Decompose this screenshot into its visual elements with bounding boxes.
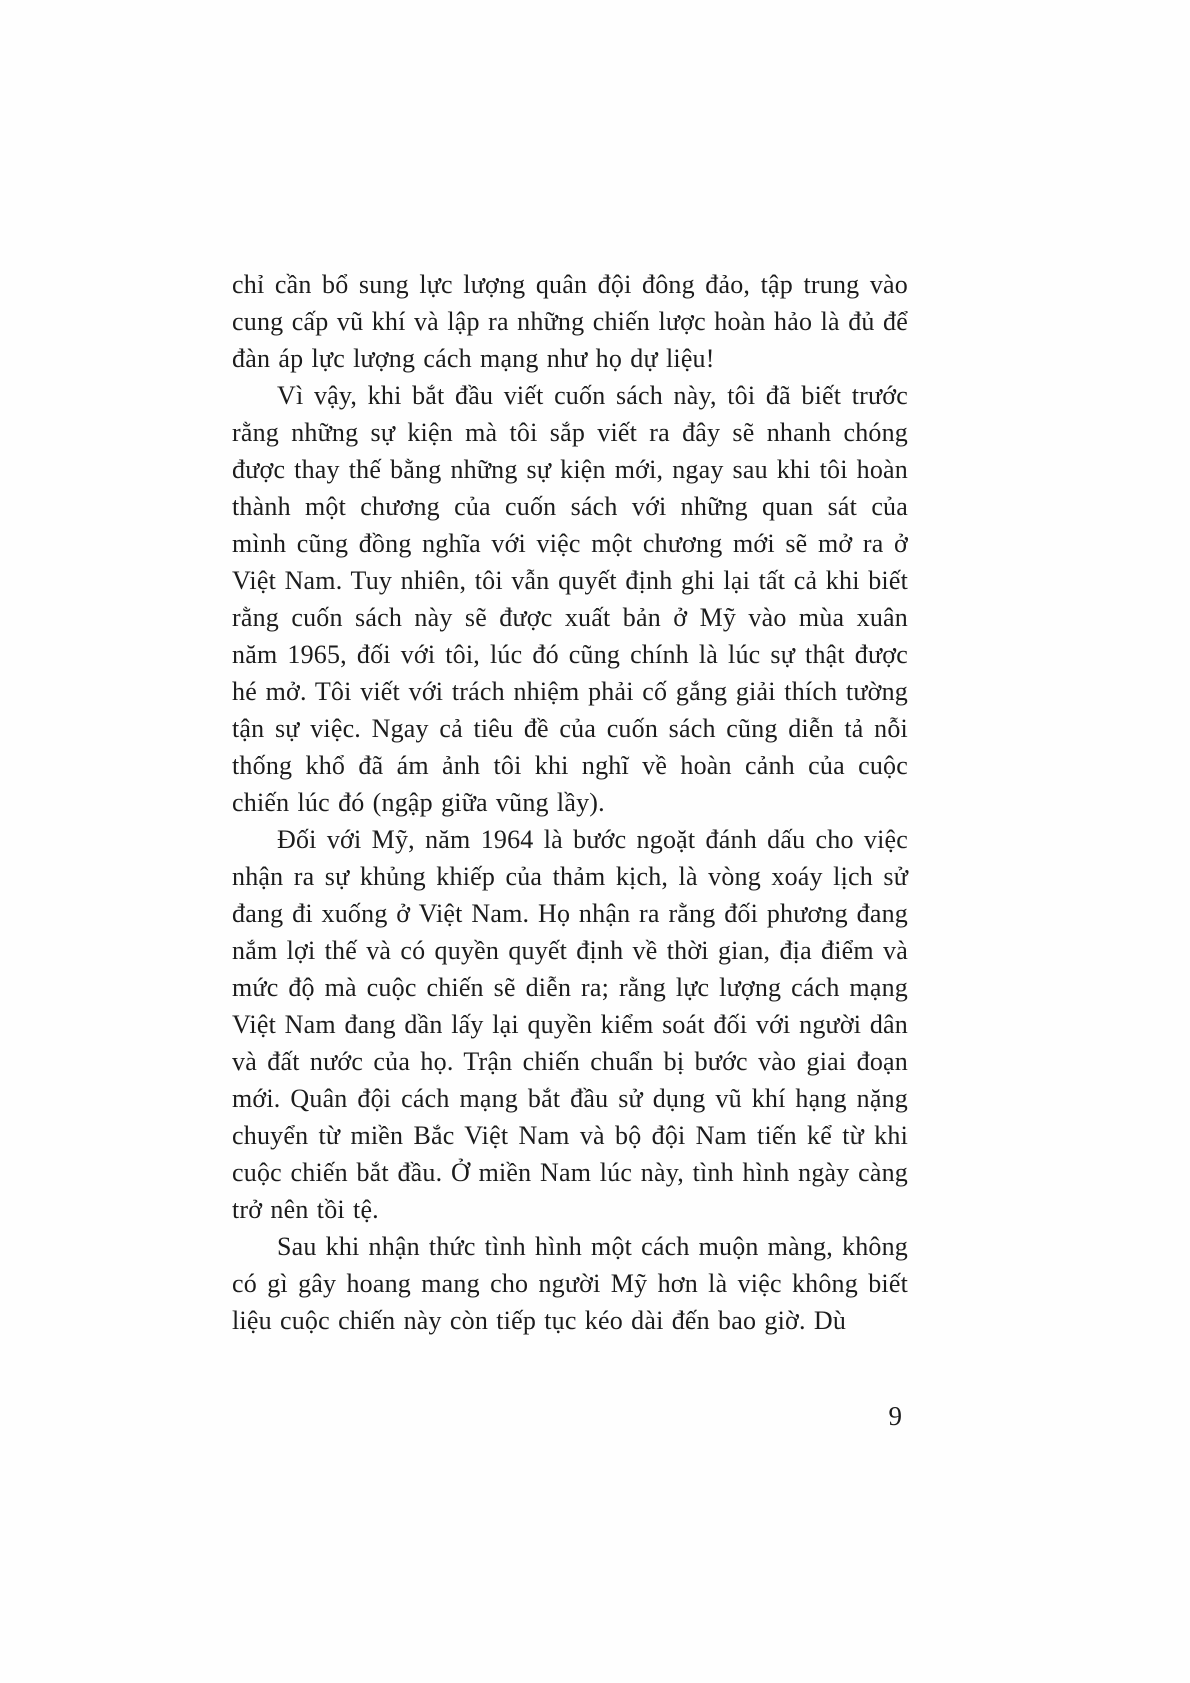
paragraph-3: Đối với Mỹ, năm 1964 là bước ngoặt đánh dấu cho việc nhận ra sự khủng khiếp của thảm kịch, là vòng xoáy lịch sử đang đi xuống ở Việt Nam. Họ nhận ra rằng đối phương đang nắm lợi thế và có quyền quyết định về thời gian, địa điểm và mức độ mà cuộc chiến sẽ diễn ra; rằng lực lượng cách mạng Việt Nam đang dần lấy lại quyền kiểm soát đối với người dân và đất nước của họ. Trận chiến chuẩn bị bước vào giai đoạn mới. Quân đội cách mạng bắt đầu sử dụng vũ khí hạng nặng chuyển từ miền Bắc Việt Nam và bộ đội Nam tiến kể từ khi cuộc chiến bắt đầu. Ở miền Nam lúc này, tình hình ngày càng trở nên tồi tệ. [232, 825, 908, 1224]
paragraph-4: Sau khi nhận thức tình hình một cách muộn màng, không có gì gây hoang mang cho người Mỹ hơn là việc không biết liệu cuộc chiến này còn tiếp tục kéo dài đến bao giờ. Dù [232, 1232, 908, 1335]
paragraph-1: chỉ cần bổ sung lực lượng quân đội đông đảo, tập trung vào cung cấp vũ khí và lập ra những chiến lược hoàn hảo là đủ để đàn áp lực lượng cách mạng như họ dự liệu! [232, 270, 908, 373]
paragraph-2: Vì vậy, khi bắt đầu viết cuốn sách này, tôi đã biết trước rằng những sự kiện mà tôi sắp viết ra đây sẽ nhanh chóng được thay thế bằng những sự kiện mới, ngay sau khi tôi hoàn thành một chương của cuốn sách với những quan sát của mình cũng đồng nghĩa với việc một chương mới sẽ mở ra ở Việt Nam. Tuy nhiên, tôi vẫn quyết định ghi lại tất cả khi biết rằng cuốn sách này sẽ được xuất bản ở Mỹ vào mùa xuân năm 1965, đối với tôi, lúc đó cũng chính là lúc sự thật được hé mở. Tôi viết với trách nhiệm phải cố gắng giải thích tường tận sự việc. Ngay cả tiêu đề của cuốn sách cũng diễn tả nỗi thống khổ đã ám ảnh tôi khi nghĩ về hoàn cảnh của cuộc chiến lúc đó (ngập giữa vũng lầy). [232, 381, 908, 817]
page-number: 9 [888, 1401, 902, 1431]
body-text [232, 266, 908, 1339]
